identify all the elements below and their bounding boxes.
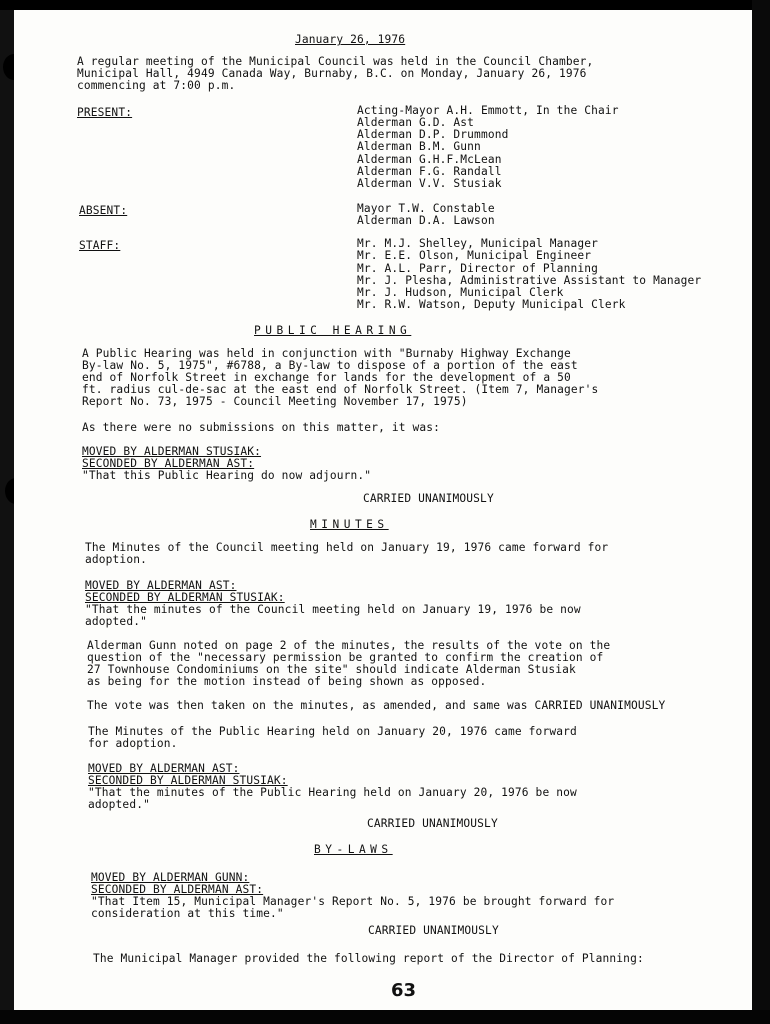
staff-item: Mr. J. Hudson, Municipal Clerk	[357, 286, 564, 299]
minutes-line: The Minutes of the Public Hearing held on January 20, 1976 came forward	[88, 725, 577, 738]
moved-by: MOVED BY ALDERMAN AST:	[88, 762, 240, 775]
present-label: PRESENT:	[77, 106, 133, 119]
minutes-line: for adoption.	[88, 737, 178, 750]
present-item: Alderman G.H.F.McLean	[357, 153, 502, 166]
minutes-line: The Minutes of the Council meeting held on January 19, 1976 came forward for	[85, 541, 609, 554]
public-hearing-line: By-law No. 5, 1975", #6788, a By-law to dispose of a portion of the east	[82, 359, 578, 372]
absent-item: Alderman D.A. Lawson	[357, 214, 495, 227]
motion-text: "That the minutes of the Council meeting held on January 19, 1976 be now	[85, 603, 581, 616]
moved-by: MOVED BY ALDERMAN STUSIAK:	[82, 445, 262, 458]
minutes-heading: MINUTES	[310, 518, 389, 531]
staff-item: Mr. R.W. Watson, Deputy Municipal Clerk	[357, 298, 626, 311]
seconded-by: SECONDED BY ALDERMAN STUSIAK:	[85, 591, 285, 604]
planning-report-intro: The Municipal Manager provided the following report of the Director of Planning:	[93, 952, 644, 965]
present-item: Alderman G.D. Ast	[357, 116, 475, 129]
present-item: Alderman F.G. Randall	[357, 165, 502, 178]
motion-text: adopted."	[88, 798, 150, 811]
public-hearing-line: Report No. 73, 1975 - Council Meeting November 17, 1975)	[82, 395, 468, 408]
present-item: Alderman D.P. Drummond	[357, 128, 509, 141]
scan-right-edge	[752, 0, 770, 1024]
gunn-note-line: question of the "necessary permission be granted to confirm the creation of	[87, 651, 604, 664]
staff-item: Mr. E.E. Olson, Municipal Engineer	[357, 249, 592, 262]
present-item: Alderman V.V. Stusiak	[357, 177, 502, 190]
bylaws-heading: BY-LAWS	[314, 843, 393, 856]
intro-line: A regular meeting of the Municipal Council was held in the Council Chamber,	[77, 55, 594, 68]
absent-label: ABSENT:	[79, 204, 128, 217]
public-hearing-heading: PUBLIC HEARING	[254, 324, 412, 337]
present-item: Alderman B.M. Gunn	[357, 140, 481, 153]
public-hearing-line: ft. radius cul-de-sac at the east end of Norfolk Street. (Item 7, Manager's	[82, 383, 599, 396]
document-page	[14, 10, 752, 1010]
no-submissions-text: As there were no submissions on this matter, it was:	[82, 421, 441, 434]
meeting-date: January 26, 1976	[295, 33, 406, 46]
carried-unanimously: CARRIED UNANIMOUSLY	[368, 924, 499, 937]
staff-item: Mr. J. Plesha, Administrative Assistant to Manager	[357, 274, 702, 287]
staff-label: STAFF:	[79, 239, 121, 252]
gunn-note-line: 27 Townhouse Condominiums on the site" should indicate Alderman Stusiak	[87, 663, 576, 676]
vote-text: The vote was then taken on the minutes, as amended, and same was CARRIED UNANIMOUSLY	[87, 699, 666, 712]
seconded-by: SECONDED BY ALDERMAN AST:	[91, 883, 264, 896]
absent-item: Mayor T.W. Constable	[357, 202, 495, 215]
public-hearing-line: end of Norfolk Street in exchange for lands for the development of a 50	[82, 371, 571, 384]
intro-line: Municipal Hall, 4949 Canada Way, Burnaby, B.C. on Monday, January 26, 1976	[77, 67, 587, 80]
intro-line: commencing at 7:00 p.m.	[77, 79, 236, 92]
motion-text: consideration at this time."	[91, 907, 284, 920]
motion-text: "That Item 15, Municipal Manager's Report No. 5, 1976 be brought forward for	[91, 895, 615, 908]
carried-unanimously: CARRIED UNANIMOUSLY	[367, 817, 498, 830]
public-hearing-line: A Public Hearing was held in conjunction with "Burnaby Highway Exchange	[82, 347, 571, 360]
staff-item: Mr. A.L. Parr, Director of Planning	[357, 262, 598, 275]
gunn-note-line: as being for the motion instead of being shown as opposed.	[87, 675, 487, 688]
moved-by: MOVED BY ALDERMAN GUNN:	[91, 871, 250, 884]
carried-unanimously: CARRIED UNANIMOUSLY	[363, 492, 494, 505]
moved-by: MOVED BY ALDERMAN AST:	[85, 579, 237, 592]
motion-text: "That the minutes of the Public Hearing held on January 20, 1976 be now	[88, 786, 577, 799]
motion-text: "That this Public Hearing do now adjourn."	[82, 469, 372, 482]
scan-bottom-edge	[0, 1010, 770, 1024]
motion-text: adopted."	[85, 615, 147, 628]
page-number: 63	[391, 980, 417, 1001]
seconded-by: SECONDED BY ALDERMAN AST:	[82, 457, 255, 470]
gunn-note-line: Alderman Gunn noted on page 2 of the minutes, the results of the vote on the	[87, 639, 611, 652]
present-item: Acting-Mayor A.H. Emmott, In the Chair	[357, 104, 619, 117]
scan-left-edge	[0, 10, 14, 1010]
staff-item: Mr. M.J. Shelley, Municipal Manager	[357, 237, 598, 250]
seconded-by: SECONDED BY ALDERMAN STUSIAK:	[88, 774, 288, 787]
minutes-line: adoption.	[85, 553, 147, 566]
